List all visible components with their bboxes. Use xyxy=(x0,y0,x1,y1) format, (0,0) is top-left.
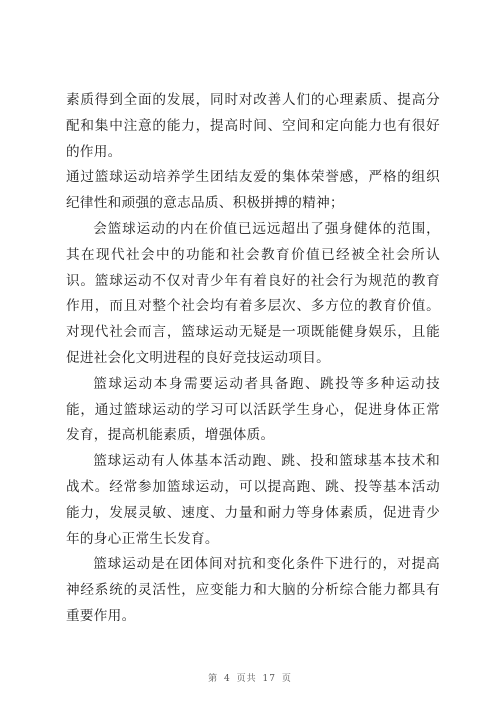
paragraph-5: 篮球运动有人体基本活动跑、跳、投和篮球基本技术和战术。经常参加篮球运动，可以提高跑、跳、投等基本活动能力，发展灵敏、速度、力量和耐力等身体素质，促进青少年的身心正常生长发育。 xyxy=(66,453,440,547)
footer-middle: 页共 xyxy=(236,674,257,684)
footer-total-pages: 17 xyxy=(262,674,276,684)
footer-current-page: 4 xyxy=(224,674,231,684)
paragraph-6: 篮球运动是在团体间对抗和变化条件下进行的，对提高神经系统的灵活性，应变能力和大脑的分析综合能力都具有重要作用。 xyxy=(66,556,440,624)
paragraph-3: 会篮球运动的内在价值已远远超出了强身健体的范围，其在现代社会中的功能和社会教育价值已经被全社会所认识。篮球运动不仅对青少年有着良好的社会行为规范的教育作用，而且对整个社会均有着多层次、多方位的教育价值。对现代社会而言，篮球运动无疑是一项既能健身娱乐，且能促进社会化文明进程的良好竞技运动项目。 xyxy=(66,220,440,366)
document-body xyxy=(66,88,440,630)
paragraph-2: 通过篮球运动培养学生团结友爱的集体荣誉感，严格的组织纪律性和顽强的意志品质、积极拼搏的精神； xyxy=(66,169,440,212)
paragraph-4: 篮球运动本身需要运动者具备跑、跳投等多种运动技能，通过篮球运动的学习可以活跃学生身心，促进身体正常发育，提高机能素质，增强体质。 xyxy=(66,375,440,444)
paragraph-1: 素质得到全面的发展，同时对改善人们的心理素质、提高分配和集中注意的能力，提高时间、空间和定向能力也有很好的作用。 xyxy=(66,92,440,160)
footer-prefix: 第 xyxy=(208,674,219,684)
footer-suffix: 页 xyxy=(281,674,292,684)
page-footer xyxy=(0,671,500,684)
